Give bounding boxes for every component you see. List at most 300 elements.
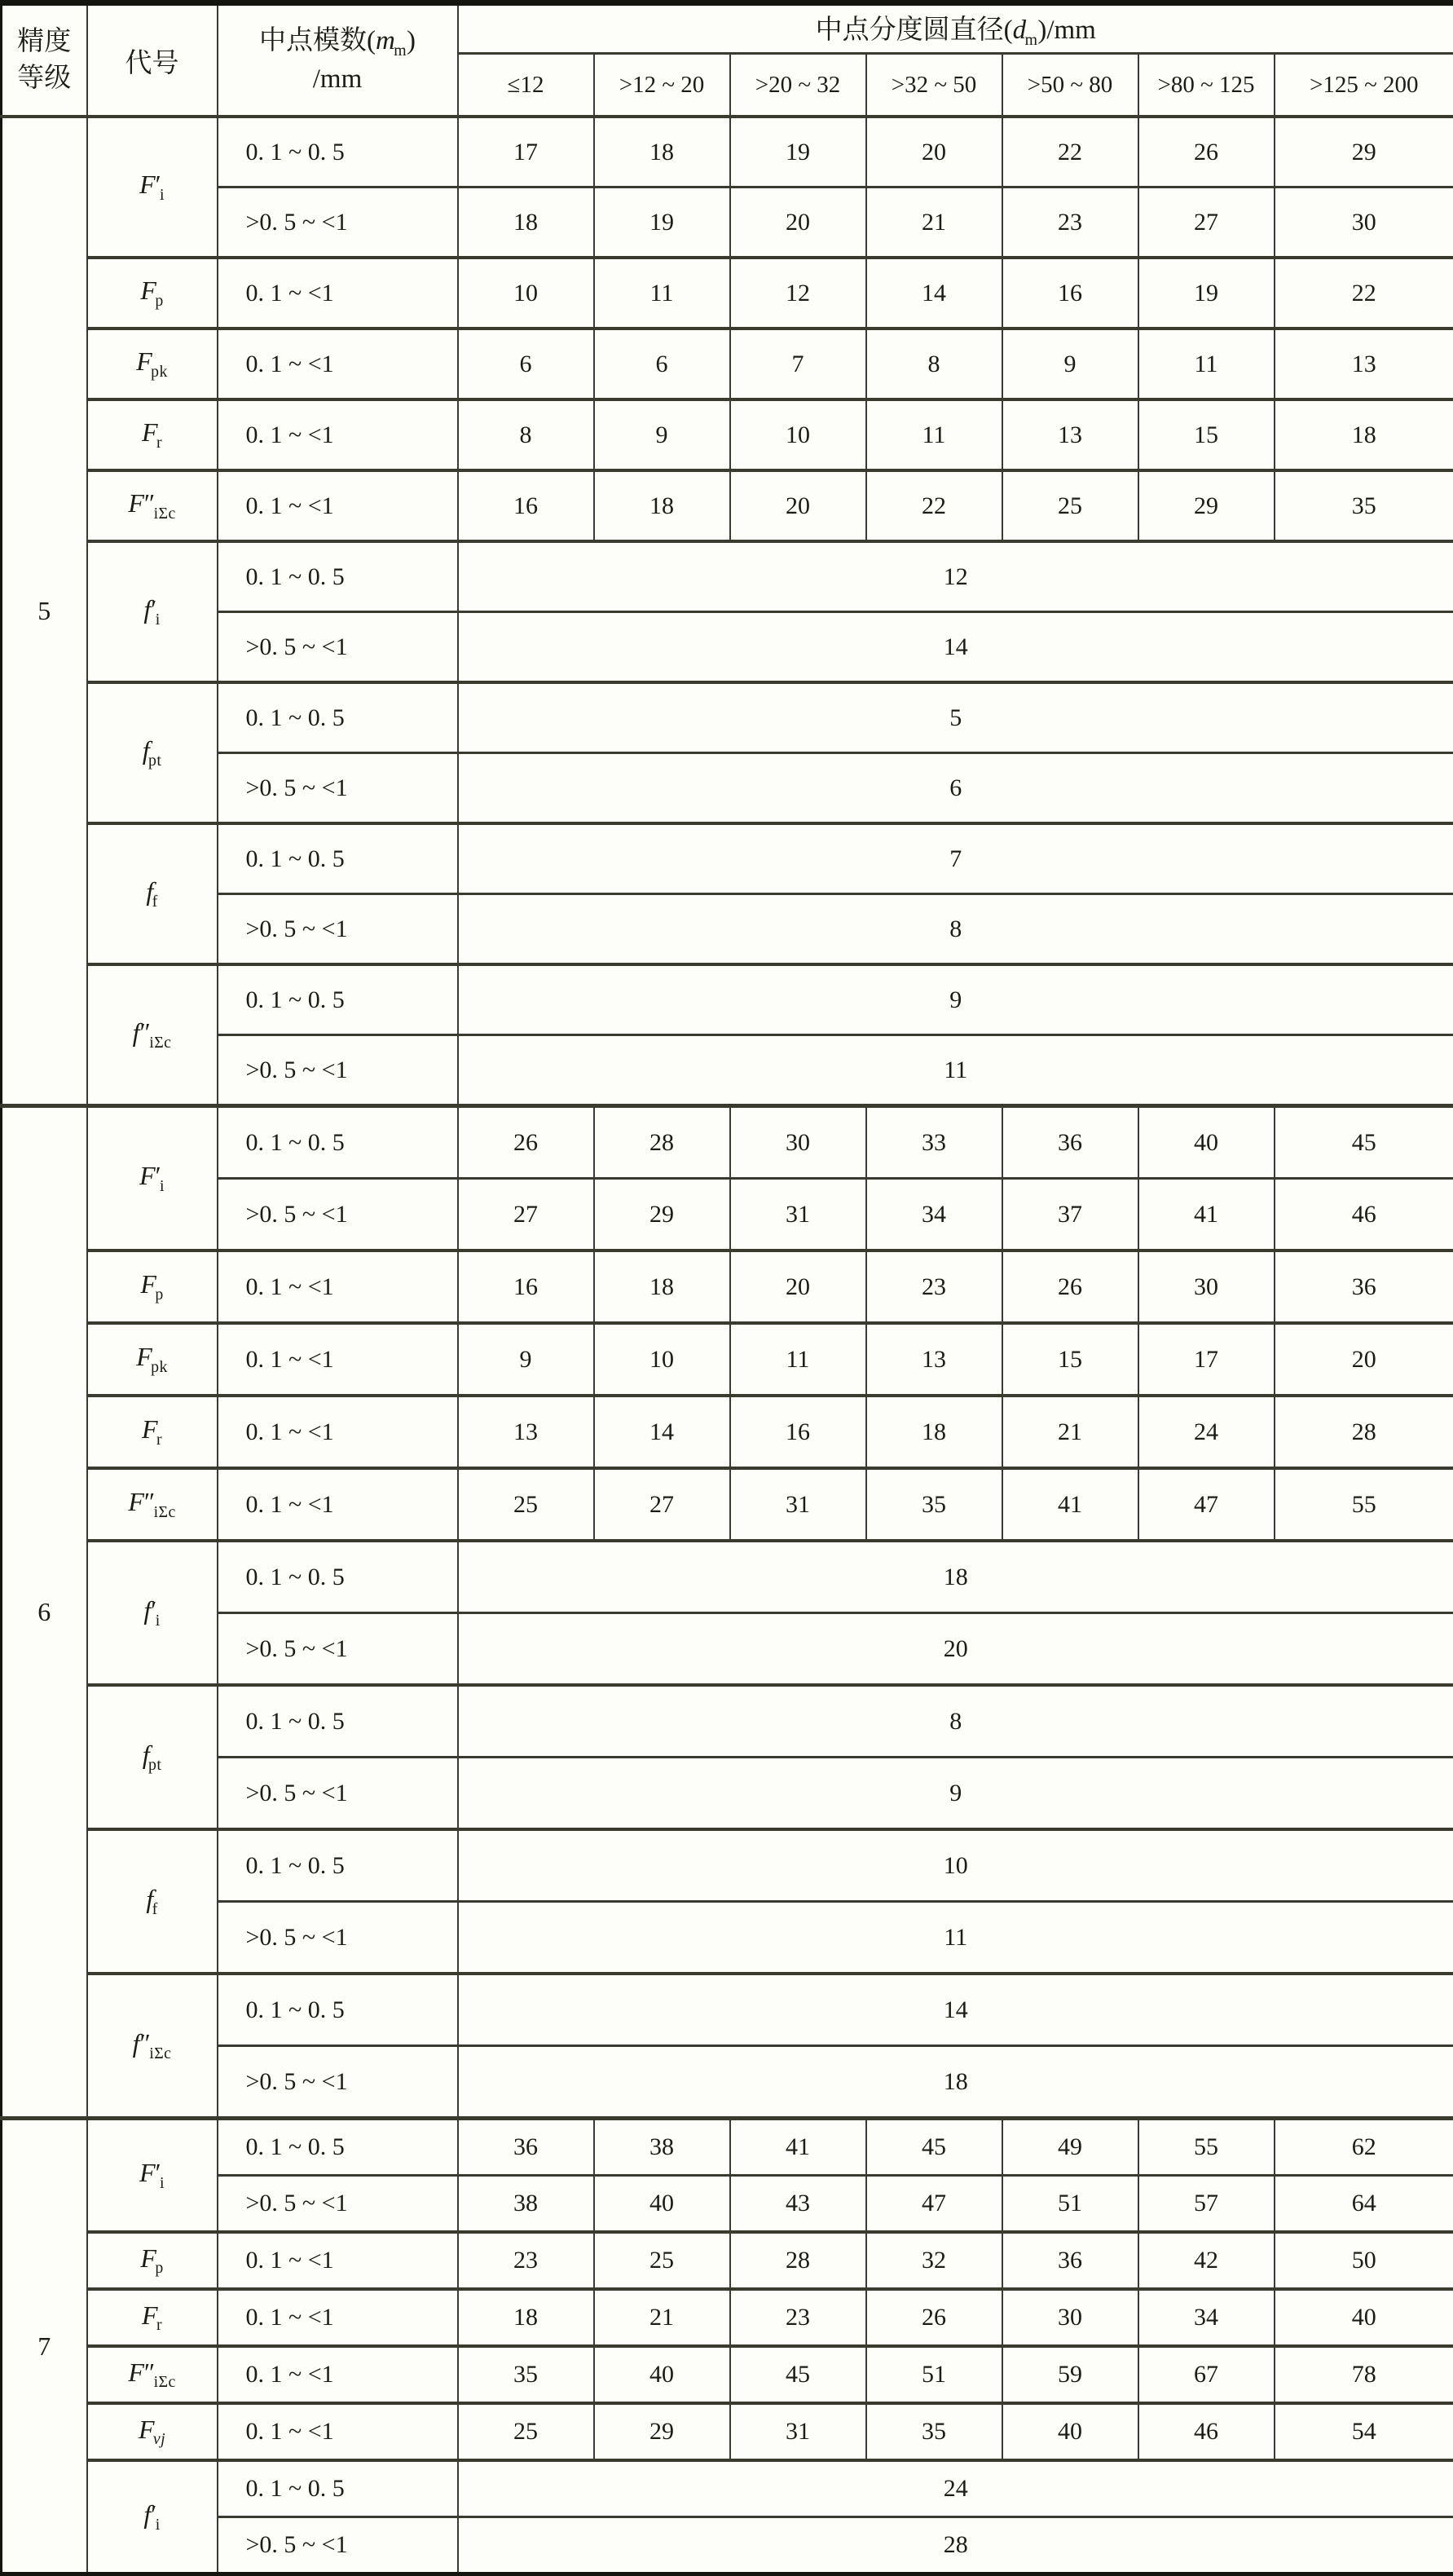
value-cell: 40: [1138, 1106, 1275, 1179]
code-cell: [87, 1251, 218, 1323]
value-cell: 10: [730, 399, 866, 470]
value-cell: 46: [1275, 1179, 1453, 1251]
value-cell: 29: [594, 1179, 730, 1251]
table-row: [2, 1902, 1453, 1974]
code-symbol: [143, 735, 162, 765]
module-range-cell: 0. 1 ~ 0. 5: [218, 964, 458, 1035]
table-row: [2, 2232, 1453, 2289]
module-range-cell: 0. 1 ~ 0. 5: [218, 2460, 458, 2517]
value-cell: 45: [866, 2119, 1002, 2176]
code-symbol-prime: ′: [151, 1595, 156, 1625]
header-grade-line1: 精度: [2, 24, 86, 60]
grade-cell: 5: [2, 117, 87, 1106]
value-cell: 32: [866, 2232, 1002, 2289]
value-cell: 11: [866, 399, 1002, 470]
value-cell: 38: [594, 2119, 730, 2176]
table-body: [2, 117, 1453, 2574]
value-cell: 20: [730, 187, 866, 258]
value-cell: 22: [1002, 117, 1138, 187]
code-cell: [87, 399, 218, 470]
value-cell: 16: [730, 1396, 866, 1468]
value-cell: 18: [458, 187, 594, 258]
code-symbol: [140, 2243, 163, 2273]
code-symbol-prime: ″: [140, 1017, 151, 1047]
header-module: [218, 3, 458, 117]
value-cell: 25: [1002, 470, 1138, 541]
code-cell: [87, 682, 218, 823]
code-symbol-base: F: [139, 2158, 156, 2187]
value-cell: 35: [458, 2346, 594, 2403]
table-row: [2, 541, 1453, 612]
value-cell: 18: [866, 1396, 1002, 1468]
merged-value-cell: 6: [458, 753, 1453, 824]
value-cell: 22: [866, 470, 1002, 541]
value-cell: 9: [458, 1323, 594, 1396]
value-cell: 47: [1138, 1468, 1275, 1541]
value-cell: 27: [594, 1468, 730, 1541]
value-cell: 23: [458, 2232, 594, 2289]
value-cell: 40: [1275, 2289, 1453, 2346]
table-row: [2, 399, 1453, 470]
code-symbol-sub: i: [156, 2516, 161, 2534]
merged-value-cell: 8: [458, 1685, 1453, 1758]
code-symbol-base: f: [143, 594, 151, 624]
value-cell: 28: [730, 2232, 866, 2289]
merged-value-cell: 9: [458, 1758, 1453, 1830]
module-range-cell: >0. 5 ~ <1: [218, 612, 458, 683]
merged-value-cell: 18: [458, 2046, 1453, 2119]
table-row: [2, 1468, 1453, 1541]
value-cell: 22: [1275, 258, 1453, 329]
value-cell: 27: [458, 1179, 594, 1251]
code-symbol-prime: ′: [156, 2158, 161, 2187]
code-symbol: [146, 1884, 157, 1913]
table-row: [2, 1758, 1453, 1830]
module-range-cell: 0. 1 ~ <1: [218, 1251, 458, 1323]
header-range: >125 ~ 200: [1275, 54, 1453, 117]
code-symbol-prime: ′: [151, 594, 156, 624]
table-row: [2, 2289, 1453, 2346]
value-cell: 18: [594, 117, 730, 187]
value-cell: 62: [1275, 2119, 1453, 2176]
value-cell: 43: [730, 2176, 866, 2233]
code-symbol: [143, 594, 160, 624]
code-symbol-base: F: [140, 276, 156, 305]
code-symbol-sub: i: [156, 1612, 161, 1630]
code-symbol: [128, 1487, 175, 1516]
table-row: [2, 1613, 1453, 1686]
value-cell: 15: [1002, 1323, 1138, 1396]
code-symbol: [143, 2499, 160, 2529]
table-row: [2, 1179, 1453, 1251]
code-cell: [87, 823, 218, 964]
value-cell: 26: [1002, 1251, 1138, 1323]
value-cell: 26: [458, 1106, 594, 1179]
module-range-cell: 0. 1 ~ 0. 5: [218, 1106, 458, 1179]
header-code: 代号: [87, 3, 218, 117]
code-symbol-sub: pt: [148, 752, 161, 770]
header-range: >80 ~ 125: [1138, 54, 1275, 117]
value-cell: 12: [730, 258, 866, 329]
code-cell: [87, 470, 218, 541]
code-symbol-base: F: [140, 1269, 156, 1299]
value-cell: 45: [730, 2346, 866, 2403]
value-cell: 13: [458, 1396, 594, 1468]
module-range-cell: 0. 1 ~ 0. 5: [218, 1829, 458, 1902]
code-symbol: [143, 1595, 160, 1625]
code-symbol-base: f: [143, 735, 150, 765]
value-cell: 15: [1138, 399, 1275, 470]
value-cell: 67: [1138, 2346, 1275, 2403]
value-cell: 9: [594, 399, 730, 470]
code-symbol: [128, 2358, 175, 2387]
value-cell: 36: [1002, 2232, 1138, 2289]
code-symbol-sub: i: [156, 611, 161, 629]
code-symbol-sub: p: [155, 2259, 163, 2277]
value-cell: 19: [1138, 258, 1275, 329]
module-range-cell: >0. 5 ~ <1: [218, 894, 458, 965]
code-symbol-sub: i: [160, 186, 165, 204]
table-row: [2, 2460, 1453, 2517]
table-row: [2, 964, 1453, 1035]
value-cell: 20: [1275, 1323, 1453, 1396]
code-symbol: [139, 2415, 165, 2444]
value-cell: 36: [458, 2119, 594, 2176]
table-row: [2, 2346, 1453, 2403]
value-cell: 36: [1275, 1251, 1453, 1323]
module-range-cell: 0. 1 ~ 0. 5: [218, 541, 458, 612]
value-cell: 25: [594, 2232, 730, 2289]
module-range-cell: 0. 1 ~ <1: [218, 399, 458, 470]
code-symbol-base: f: [143, 1740, 150, 1769]
table-row: [2, 682, 1453, 753]
value-cell: 34: [1138, 2289, 1275, 2346]
module-range-cell: 0. 1 ~ <1: [218, 470, 458, 541]
code-cell: [87, 1468, 218, 1541]
code-cell: [87, 2460, 218, 2574]
value-cell: 18: [1275, 399, 1453, 470]
header-module-unit: /mm: [218, 61, 457, 98]
code-symbol-sub: iΣc: [154, 505, 176, 523]
code-symbol-sub: r: [156, 434, 162, 452]
value-cell: 18: [594, 1251, 730, 1323]
module-range-cell: >0. 5 ~ <1: [218, 753, 458, 824]
grade-cell: 6: [2, 1106, 87, 2119]
header-diameter-symbol: [816, 15, 1096, 45]
value-cell: 45: [1275, 1106, 1453, 1179]
module-range-cell: 0. 1 ~ <1: [218, 1468, 458, 1541]
code-symbol-prime: ″: [144, 2358, 155, 2387]
code-symbol-base: f: [146, 876, 153, 906]
code-symbol-base: f: [133, 1017, 140, 1047]
code-symbol-prime: ″: [144, 488, 155, 518]
value-cell: 78: [1275, 2346, 1453, 2403]
code-symbol: [140, 1269, 163, 1299]
table-row: [2, 1106, 1453, 1179]
value-cell: 21: [594, 2289, 730, 2346]
value-cell: 23: [1002, 187, 1138, 258]
value-cell: 38: [458, 2176, 594, 2233]
module-range-cell: >0. 5 ~ <1: [218, 187, 458, 258]
value-cell: 59: [1002, 2346, 1138, 2403]
code-cell: [87, 1106, 218, 1251]
value-cell: 33: [866, 1106, 1002, 1179]
merged-value-cell: 5: [458, 682, 1453, 753]
header-range: >20 ~ 32: [730, 54, 866, 117]
table-row: [2, 2403, 1453, 2460]
code-symbol-sub: iΣc: [149, 2044, 171, 2062]
module-range-cell: >0. 5 ~ <1: [218, 2517, 458, 2574]
value-cell: 29: [594, 2403, 730, 2460]
merged-value-cell: 12: [458, 541, 1453, 612]
value-cell: 31: [730, 1179, 866, 1251]
merged-value-cell: 11: [458, 1035, 1453, 1106]
value-cell: 23: [730, 2289, 866, 2346]
value-cell: 35: [1275, 470, 1453, 541]
header-diameter: [458, 3, 1453, 54]
code-symbol-prime: ″: [144, 1487, 155, 1516]
table-row: [2, 470, 1453, 541]
table-row: [2, 612, 1453, 683]
value-cell: 14: [866, 258, 1002, 329]
value-cell: 40: [594, 2176, 730, 2233]
module-range-cell: >0. 5 ~ <1: [218, 2176, 458, 2233]
module-range-cell: 0. 1 ~ <1: [218, 258, 458, 329]
module-range-cell: 0. 1 ~ 0. 5: [218, 1541, 458, 1613]
table-row: [2, 1035, 1453, 1106]
code-symbol-prime: ′: [156, 170, 161, 199]
value-cell: 51: [1002, 2176, 1138, 2233]
module-range-cell: >0. 5 ~ <1: [218, 2046, 458, 2119]
value-cell: 30: [730, 1106, 866, 1179]
table-row: [2, 2119, 1453, 2176]
value-cell: 41: [1002, 1468, 1138, 1541]
merged-value-cell: 9: [458, 964, 1453, 1035]
code-symbol-base: F: [136, 1342, 152, 1371]
value-cell: 25: [458, 1468, 594, 1541]
code-symbol-sub: f: [152, 893, 158, 911]
module-range-cell: >0. 5 ~ <1: [218, 1179, 458, 1251]
module-range-cell: 0. 1 ~ 0. 5: [218, 117, 458, 187]
value-cell: 29: [1138, 470, 1275, 541]
header-range: >12 ~ 20: [594, 54, 730, 117]
value-cell: 34: [866, 1179, 1002, 1251]
table-row: [2, 823, 1453, 894]
value-cell: 21: [866, 187, 1002, 258]
merged-value-cell: 7: [458, 823, 1453, 894]
value-cell: 30: [1002, 2289, 1138, 2346]
value-cell: 10: [458, 258, 594, 329]
value-cell: 8: [458, 399, 594, 470]
code-symbol-sub: p: [155, 292, 163, 310]
code-symbol: [133, 2028, 172, 2058]
header-range: >50 ~ 80: [1002, 54, 1138, 117]
table-row: [2, 258, 1453, 329]
value-cell: 18: [458, 2289, 594, 2346]
code-symbol-base: F: [136, 346, 152, 376]
code-symbol-sub: iΣc: [154, 2373, 176, 2391]
merged-value-cell: 20: [458, 1613, 1453, 1686]
merged-value-cell: 14: [458, 612, 1453, 683]
code-symbol-sub: pk: [151, 1358, 168, 1376]
header-range: ≤12: [458, 54, 594, 117]
code-symbol-base: F: [142, 2300, 158, 2330]
module-range-cell: >0. 5 ~ <1: [218, 1758, 458, 1830]
grade-cell: 7: [2, 2119, 87, 2574]
code-symbol-base: F: [140, 2243, 156, 2273]
code-symbol-base: f: [133, 2028, 140, 2058]
code-cell: [87, 1685, 218, 1829]
code-symbol-sub: vj: [153, 2430, 165, 2448]
value-cell: 26: [866, 2289, 1002, 2346]
header-module-close: ): [407, 26, 416, 55]
header-diameter-text: 中点分度圆直径(: [816, 15, 1013, 45]
value-cell: 30: [1138, 1251, 1275, 1323]
code-symbol-sub: iΣc: [154, 1503, 176, 1521]
value-cell: 31: [730, 2403, 866, 2460]
value-cell: 11: [1138, 329, 1275, 399]
table-row: [2, 329, 1453, 399]
table-row: [2, 1541, 1453, 1613]
code-symbol: [139, 1161, 165, 1190]
code-symbol-base: F: [142, 1414, 158, 1444]
value-cell: 19: [730, 117, 866, 187]
value-cell: 41: [1138, 1179, 1275, 1251]
value-cell: 29: [1275, 117, 1453, 187]
value-cell: 25: [458, 2403, 594, 2460]
table-row: [2, 1251, 1453, 1323]
value-cell: 16: [458, 470, 594, 541]
value-cell: 24: [1138, 1396, 1275, 1468]
value-cell: 35: [866, 1468, 1002, 1541]
value-cell: 47: [866, 2176, 1002, 2233]
code-symbol-base: F: [142, 417, 158, 447]
value-cell: 20: [866, 117, 1002, 187]
module-range-cell: 0. 1 ~ <1: [218, 2346, 458, 2403]
code-symbol-sub: f: [152, 1900, 158, 1918]
value-cell: 9: [1002, 329, 1138, 399]
code-symbol-prime: ″: [140, 2028, 151, 2058]
code-symbol: [133, 1017, 172, 1047]
table-row: [2, 1323, 1453, 1396]
table-row: [2, 117, 1453, 187]
code-cell: [87, 2119, 218, 2233]
code-cell: [87, 1974, 218, 2119]
header-row-titles: [2, 3, 1453, 54]
header-diameter-close: )/mm: [1037, 15, 1096, 45]
value-cell: 13: [1002, 399, 1138, 470]
value-cell: 8: [866, 329, 1002, 399]
code-symbol-sub: iΣc: [149, 1034, 171, 1052]
table-row: [2, 894, 1453, 965]
table-row: [2, 2046, 1453, 2119]
value-cell: 11: [730, 1323, 866, 1396]
diameter-symbol-sub: m: [1025, 31, 1038, 49]
code-cell: [87, 2232, 218, 2289]
value-cell: 36: [1002, 1106, 1138, 1179]
code-cell: [87, 2403, 218, 2460]
code-symbol-prime: ′: [156, 1161, 161, 1190]
header-range: >32 ~ 50: [866, 54, 1002, 117]
code-symbol-prime: ′: [151, 2499, 156, 2529]
code-symbol-base: F: [128, 1487, 144, 1516]
module-range-cell: 0. 1 ~ <1: [218, 2403, 458, 2460]
module-range-cell: >0. 5 ~ <1: [218, 1035, 458, 1106]
table-row: [2, 753, 1453, 824]
header-grade: [2, 3, 87, 117]
code-symbol-base: F: [139, 2415, 155, 2444]
code-symbol: [136, 346, 168, 376]
code-symbol-sub: i: [160, 1177, 165, 1195]
value-cell: 17: [458, 117, 594, 187]
module-range-cell: 0. 1 ~ <1: [218, 2289, 458, 2346]
value-cell: 30: [1275, 187, 1453, 258]
module-range-cell: 0. 1 ~ 0. 5: [218, 1974, 458, 2046]
code-cell: [87, 1396, 218, 1468]
header-module-symbol: [218, 23, 457, 61]
code-symbol-sub: r: [156, 2316, 162, 2334]
value-cell: 28: [1275, 1396, 1453, 1468]
value-cell: 16: [1002, 258, 1138, 329]
code-symbol-base: f: [146, 1884, 153, 1913]
code-symbol-sub: pt: [148, 1756, 161, 1774]
module-range-cell: 0. 1 ~ <1: [218, 1396, 458, 1468]
value-cell: 20: [730, 470, 866, 541]
merged-value-cell: 8: [458, 894, 1453, 965]
module-range-cell: 0. 1 ~ <1: [218, 329, 458, 399]
value-cell: 64: [1275, 2176, 1453, 2233]
value-cell: 28: [594, 1106, 730, 1179]
module-symbol-sub: m: [394, 42, 407, 60]
merged-value-cell: 10: [458, 1829, 1453, 1902]
module-range-cell: 0. 1 ~ 0. 5: [218, 823, 458, 894]
code-symbol: [142, 417, 162, 447]
value-cell: 7: [730, 329, 866, 399]
code-symbol: [136, 1342, 168, 1371]
code-cell: [87, 1829, 218, 1974]
code-cell: [87, 329, 218, 399]
value-cell: 11: [594, 258, 730, 329]
table-row: [2, 1974, 1453, 2046]
value-cell: 35: [866, 2403, 1002, 2460]
code-symbol: [143, 1740, 162, 1769]
value-cell: 18: [594, 470, 730, 541]
value-cell: 55: [1275, 1468, 1453, 1541]
code-cell: [87, 258, 218, 329]
table-row: [2, 1685, 1453, 1758]
merged-value-cell: 18: [458, 1541, 1453, 1613]
module-range-cell: 0. 1 ~ 0. 5: [218, 2119, 458, 2176]
value-cell: 41: [730, 2119, 866, 2176]
code-symbol-sub: p: [155, 1286, 163, 1303]
table-row: [2, 187, 1453, 258]
code-cell: [87, 964, 218, 1106]
value-cell: 10: [594, 1323, 730, 1396]
code-symbol: [140, 276, 163, 305]
code-cell: [87, 1323, 218, 1396]
value-cell: 20: [730, 1251, 866, 1323]
code-cell: [87, 117, 218, 258]
merged-value-cell: 28: [458, 2517, 1453, 2574]
value-cell: 23: [866, 1251, 1002, 1323]
value-cell: 40: [594, 2346, 730, 2403]
code-cell: [87, 2289, 218, 2346]
merged-value-cell: 14: [458, 1974, 1453, 2046]
merged-value-cell: 24: [458, 2460, 1453, 2517]
value-cell: 54: [1275, 2403, 1453, 2460]
module-range-cell: 0. 1 ~ <1: [218, 2232, 458, 2289]
value-cell: 6: [594, 329, 730, 399]
